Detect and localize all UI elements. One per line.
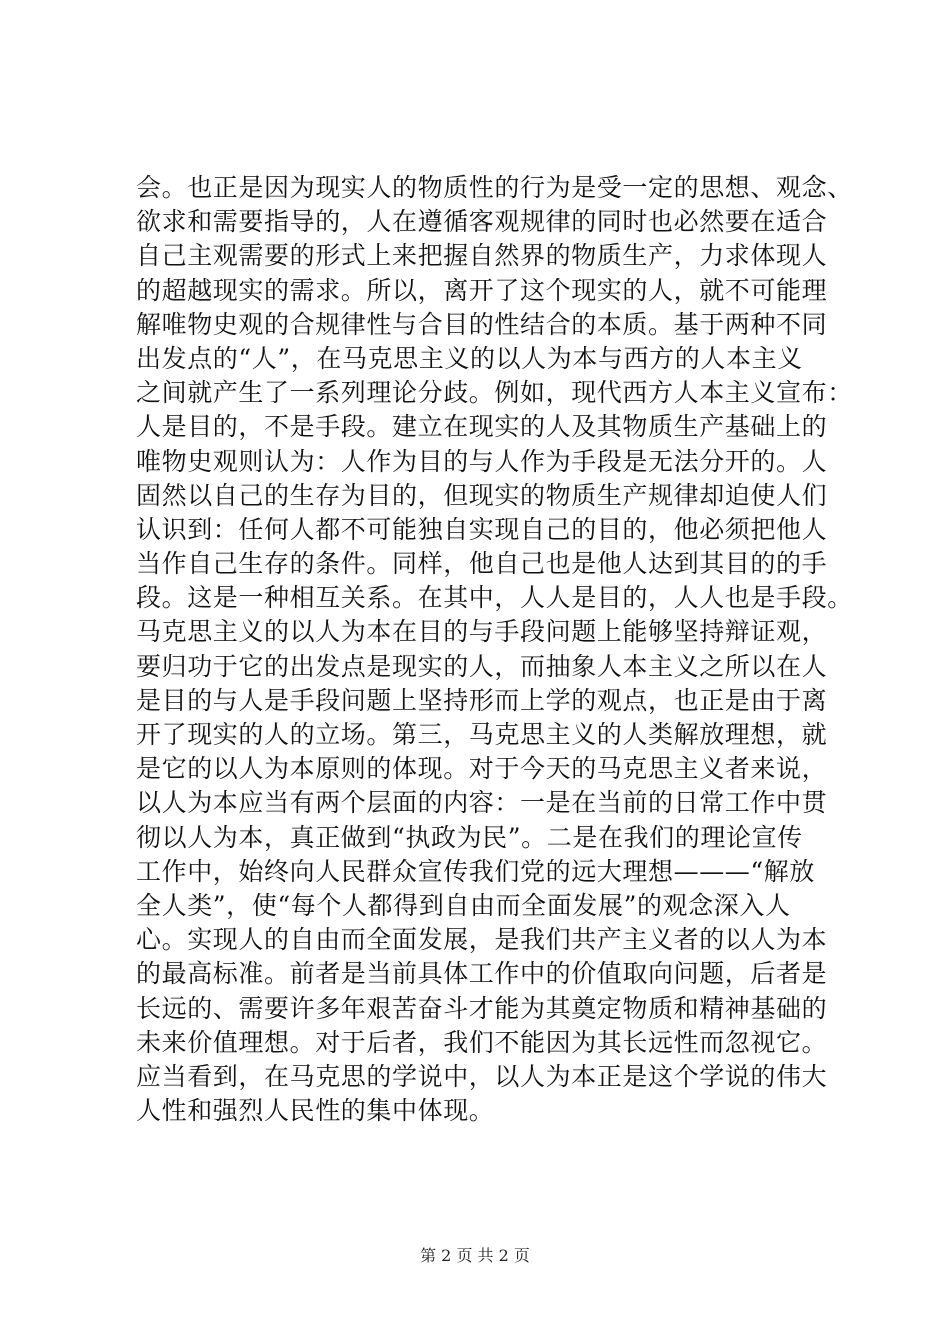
text-line: 应当看到，在马克思的学说中，以人为本正是这个学说的伟大 — [136, 1061, 828, 1091]
text-line: 长远的、需要许多年艰苦奋斗才能为其奠定物质和精神基础的 — [136, 993, 828, 1023]
text-line: 固然以自己的生存为目的，但现实的物质生产规律却迫使人们 — [136, 480, 828, 510]
text-line: 欲求和需要指导的，人在遵循客观规律的同时也必然要在适合 — [136, 207, 828, 237]
text-line: 开了现实的人的立场。第三，马克思主义的人类解放理想，就 — [136, 720, 828, 749]
text-line: 工作中，始终向人民群众宣传我们党的远大理想———“解放 — [136, 856, 815, 886]
text-line: 出发点的“人”，在马克思主义的以人为本与西方的人本主义 — [136, 343, 803, 373]
text-line: 彻以人为本，真正做到“执政为民”。二是在我们的理论宣传 — [136, 822, 803, 852]
text-line: 段。这是一种相互关系。在其中，人人是目的，人人也是手段。 — [136, 583, 853, 613]
text-line: 以人为本应当有两个层面的内容：一是在当前的日常工作中贯 — [136, 788, 828, 818]
text-line: 解唯物史观的合规律性与合目的性结合的本质。基于两种不同 — [136, 309, 828, 339]
text-line: 唯物史观则认为：人作为目的与人作为手段是无法分开的。人 — [136, 446, 828, 476]
body-paragraph — [136, 171, 853, 1128]
text-line: 全人类”，使“每个人都得到自由而全面发展”的观念深入人 — [136, 890, 791, 920]
text-line: 马克思主义的以人为本在目的与手段问题上能够坚持辩证观， — [136, 617, 828, 647]
text-line: 之间就产生了一系列理论分歧。例如，现代西方人本主义宣布： — [136, 378, 853, 408]
text-line: 心。实现人的自由而全面发展，是我们共产主义者的以人为本 — [136, 925, 828, 955]
text-line: 人性和强烈人民性的集中体现。 — [136, 1096, 495, 1126]
text-line: 的超越现实的需求。所以，离开了这个现实的人，就不可能理 — [136, 275, 828, 305]
text-line: 人是目的，不是手段。建立在现实的人及其物质生产基础上的 — [136, 412, 828, 442]
text-line: 是目的与人是手段问题上坚持形而上学的观点，也正是由于离 — [136, 685, 828, 715]
text-line: 的最高标准。前者是当前具体工作中的价值取向问题，后者是 — [136, 959, 828, 989]
text-line: 会。也正是因为现实人的物质性的行为是受一定的思想、观念、 — [136, 173, 853, 202]
text-line: 认识到：任何人都不可能独自实现自己的目的，他必须把他人 — [136, 514, 828, 544]
text-line: 当作自己生存的条件。同样，他自己也是他人达到其目的的手 — [136, 549, 828, 579]
page-number-footer: 第 2 页 共 2 页 — [420, 1246, 530, 1265]
text-line: 自己主观需要的形式上来把握自然界的物质生产，力求体现人 — [136, 241, 828, 271]
text-line: 要归功于它的出发点是现实的人，而抽象人本主义之所以在人 — [136, 651, 828, 681]
text-line: 未来价值理想。对于后者，我们不能因为其长远性而忽视它。 — [136, 1027, 828, 1057]
text-line: 是它的以人为本原则的体现。对于今天的马克思主义者来说， — [136, 754, 828, 784]
